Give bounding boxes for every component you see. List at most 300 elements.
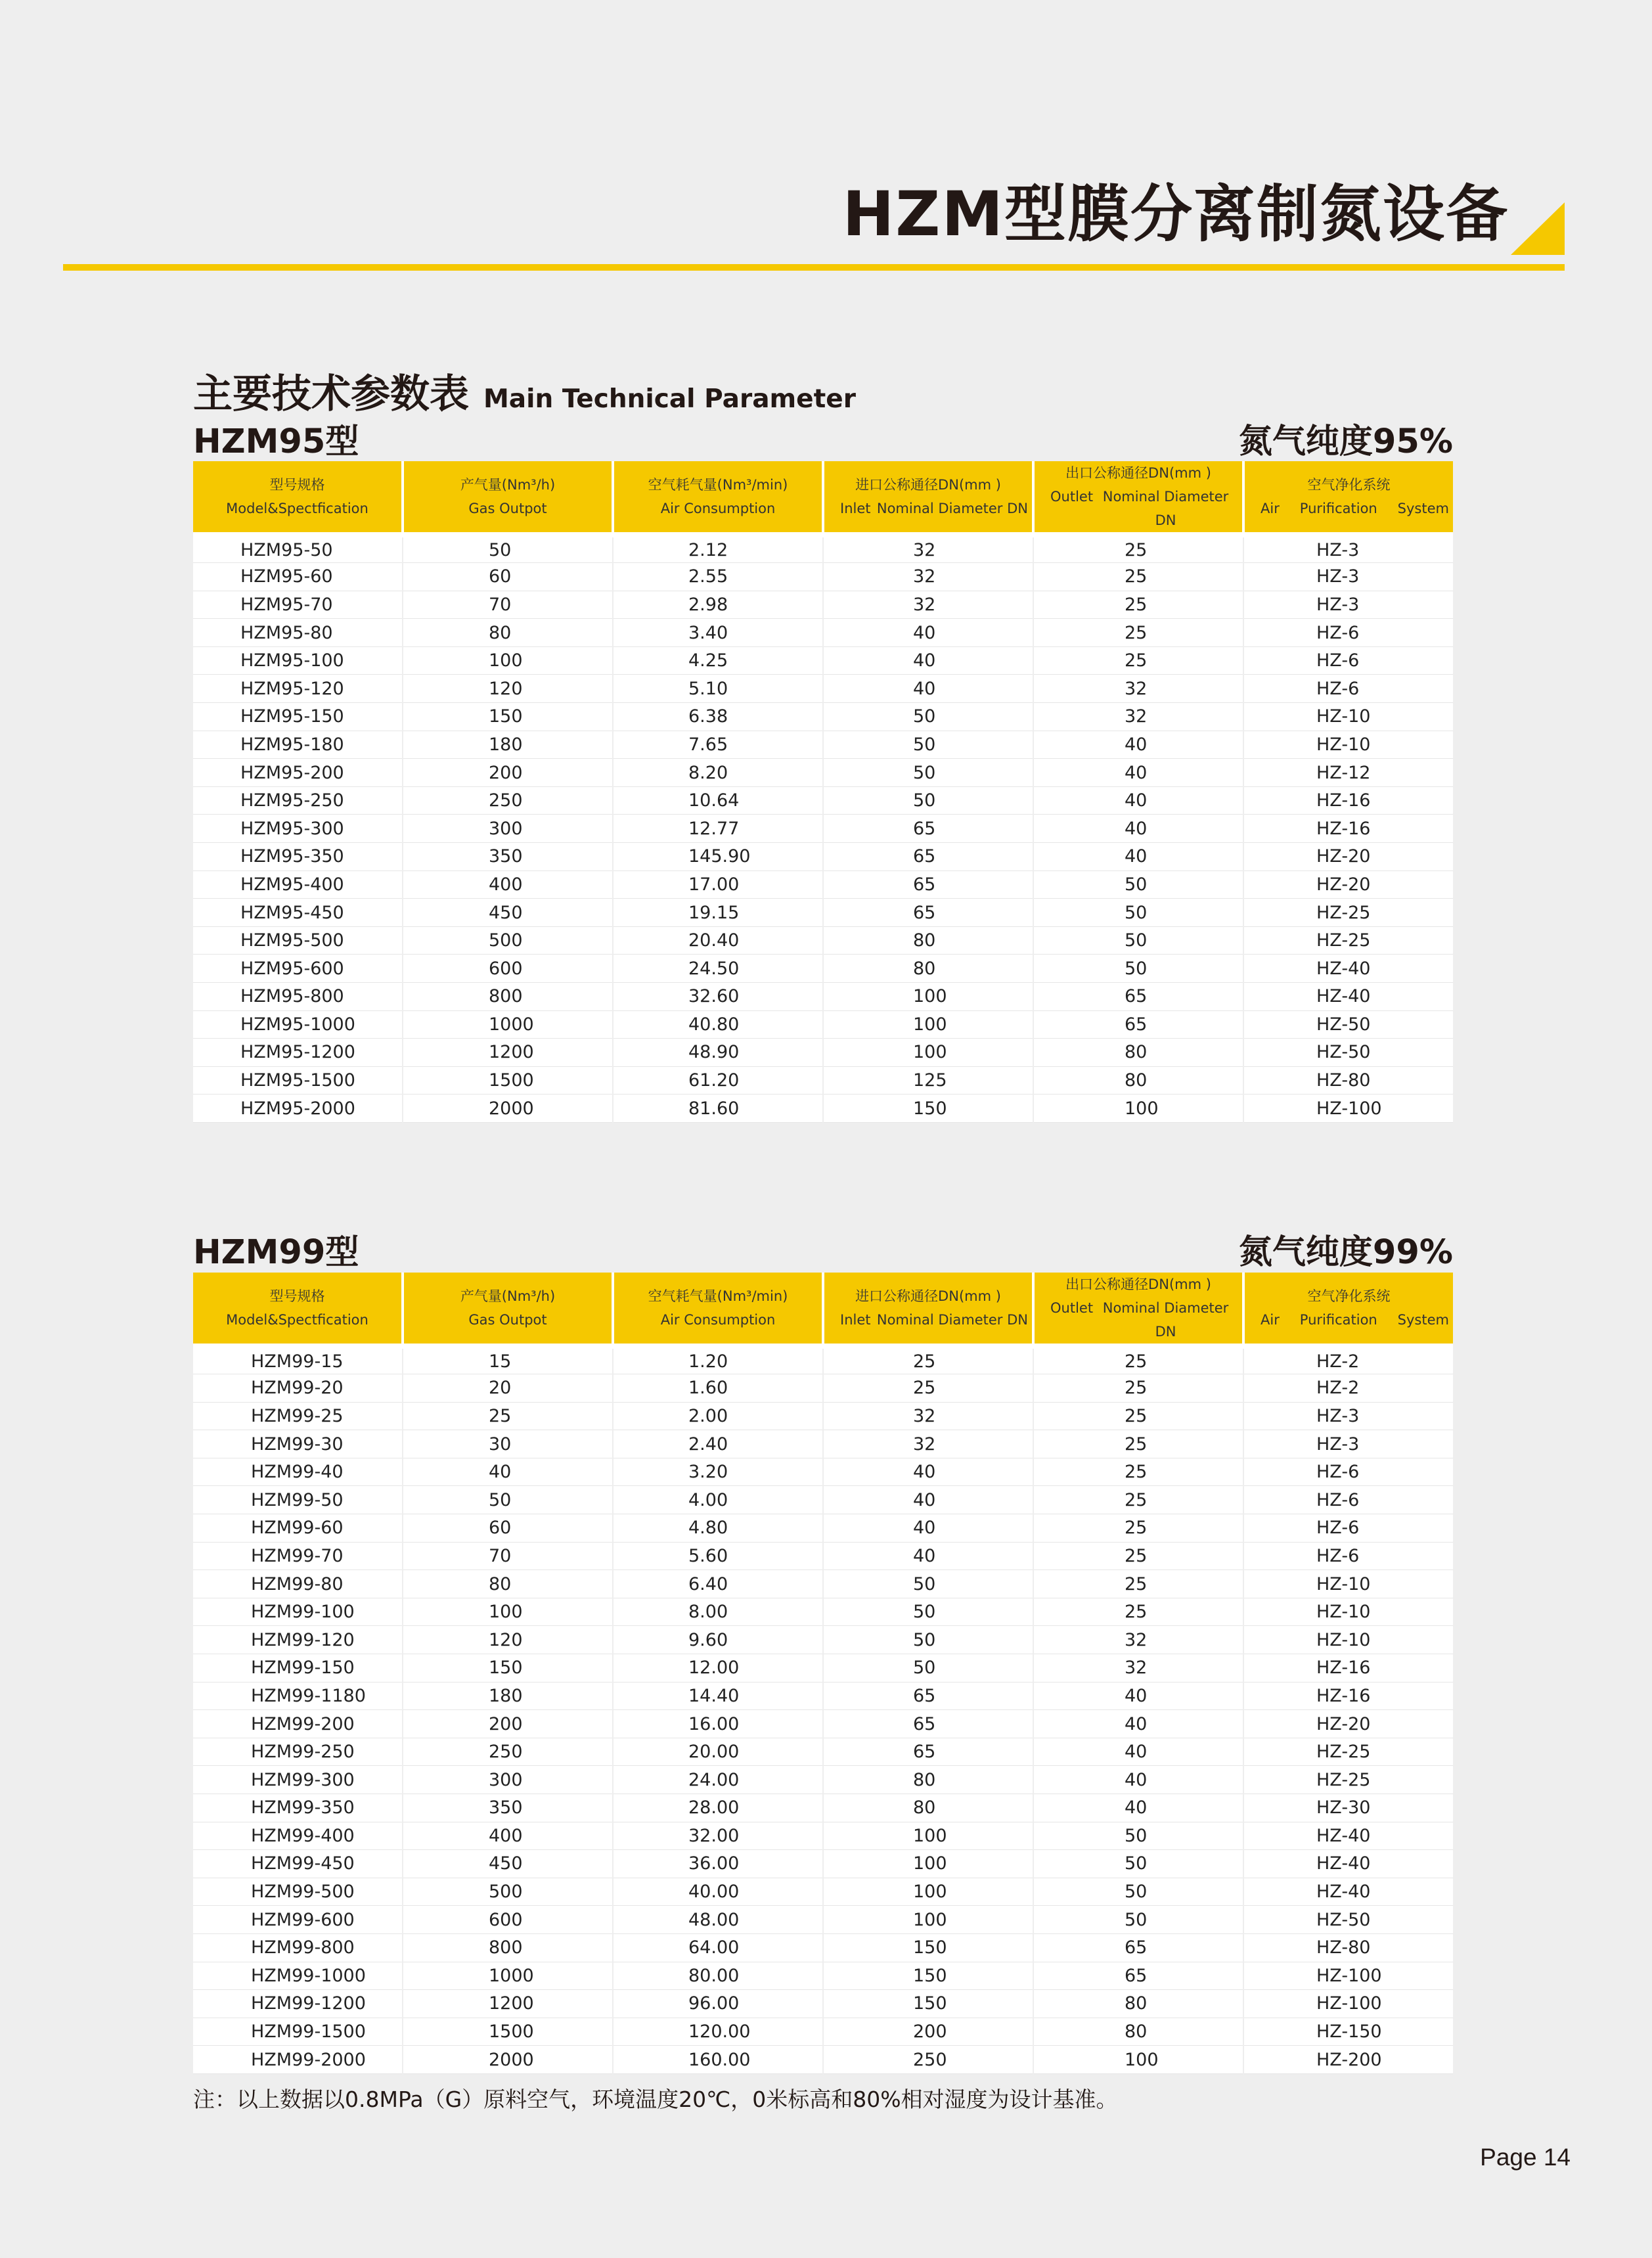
cell-purification-system: HZ-6 bbox=[1243, 1486, 1453, 1514]
cell-air-consumption: 32.60 bbox=[613, 983, 823, 1011]
cell-air-consumption: 16.00 bbox=[613, 1710, 823, 1738]
cell-air-consumption: 28.00 bbox=[613, 1794, 823, 1822]
table-row bbox=[193, 1514, 1453, 1543]
cell-gas-output: 800 bbox=[403, 983, 613, 1011]
corner-triangle-decoration bbox=[1511, 202, 1565, 255]
cell-inlet-dn: 32 bbox=[823, 1430, 1033, 1458]
table-row bbox=[193, 2046, 1453, 2074]
cell-air-consumption: 6.40 bbox=[613, 1570, 823, 1598]
col-header-model bbox=[193, 1273, 403, 1346]
cell-outlet-dn: 65 bbox=[1033, 1962, 1243, 1990]
cell-outlet-dn: 25 bbox=[1033, 535, 1243, 563]
cell-gas-output: 120 bbox=[403, 1626, 613, 1654]
cell-outlet-dn: 40 bbox=[1033, 1682, 1243, 1710]
cell-outlet-dn: 40 bbox=[1033, 759, 1243, 787]
title-underline bbox=[63, 264, 1565, 271]
cell-purification-system: HZ-10 bbox=[1243, 703, 1453, 731]
cell-inlet-dn: 40 bbox=[823, 619, 1033, 647]
table-row bbox=[193, 563, 1453, 591]
cell-purification-system: HZ-3 bbox=[1243, 563, 1453, 591]
cell-gas-output: 100 bbox=[403, 646, 613, 675]
cell-model: HZM99-400 bbox=[193, 1822, 403, 1850]
spec-table-hzm99 bbox=[193, 1273, 1453, 2074]
cell-inlet-dn: 150 bbox=[823, 1962, 1033, 1990]
cell-inlet-dn: 100 bbox=[823, 1039, 1033, 1067]
col-header-en-b: System bbox=[1397, 501, 1449, 516]
cell-air-consumption: 48.90 bbox=[613, 1039, 823, 1067]
cell-gas-output: 50 bbox=[403, 535, 613, 563]
cell-purification-system: HZ-40 bbox=[1243, 955, 1453, 983]
cell-outlet-dn: 25 bbox=[1033, 1598, 1243, 1626]
cell-outlet-dn: 25 bbox=[1033, 646, 1243, 675]
cell-outlet-dn: 25 bbox=[1033, 1458, 1243, 1486]
cell-air-consumption: 5.60 bbox=[613, 1542, 823, 1570]
page-title: HZM型膜分离制氮设备 bbox=[842, 179, 1509, 250]
section-heading bbox=[193, 363, 856, 419]
col-header-en: Air Consumption bbox=[660, 1312, 776, 1328]
cell-air-consumption: 20.40 bbox=[613, 926, 823, 955]
cell-outlet-dn: 50 bbox=[1033, 955, 1243, 983]
cell-air-consumption: 145.90 bbox=[613, 843, 823, 871]
cell-inlet-dn: 150 bbox=[823, 1095, 1033, 1123]
cell-gas-output: 2000 bbox=[403, 1095, 613, 1123]
table-row bbox=[193, 703, 1453, 731]
cell-inlet-dn: 50 bbox=[823, 731, 1033, 759]
cell-model: HZM95-150 bbox=[193, 703, 403, 731]
table-row bbox=[193, 1095, 1453, 1123]
cell-purification-system: HZ-10 bbox=[1243, 1626, 1453, 1654]
cell-gas-output: 400 bbox=[403, 1822, 613, 1850]
cell-gas-output: 450 bbox=[403, 1850, 613, 1878]
cell-air-consumption: 8.20 bbox=[613, 759, 823, 787]
cell-model: HZM99-250 bbox=[193, 1738, 403, 1766]
cell-model: HZM95-300 bbox=[193, 815, 403, 843]
section-title-en: Main Technical Parameter bbox=[483, 384, 856, 414]
spec-table-hzm95 bbox=[193, 461, 1453, 1123]
cell-inlet-dn: 50 bbox=[823, 759, 1033, 787]
cell-inlet-dn: 40 bbox=[823, 646, 1033, 675]
cell-gas-output: 600 bbox=[403, 1906, 613, 1934]
cell-gas-output: 350 bbox=[403, 1794, 613, 1822]
cell-model: HZM99-70 bbox=[193, 1542, 403, 1570]
table-row bbox=[193, 1402, 1453, 1430]
footnote: 注：以上数据以0.8MPa（G）原料空气，环境温度20℃，0米标高和80%相对湿度为设计基准。 bbox=[193, 2087, 1118, 2112]
cell-air-consumption: 96.00 bbox=[613, 1990, 823, 2018]
cell-purification-system: HZ-3 bbox=[1243, 1430, 1453, 1458]
cell-purification-system: HZ-150 bbox=[1243, 2018, 1453, 2046]
cell-gas-output: 50 bbox=[403, 1486, 613, 1514]
cell-purification-system: HZ-40 bbox=[1243, 1822, 1453, 1850]
cell-model: HZM99-20 bbox=[193, 1374, 403, 1403]
cell-model: HZM95-70 bbox=[193, 591, 403, 619]
cell-gas-output: 2000 bbox=[403, 2046, 613, 2074]
cell-purification-system: HZ-25 bbox=[1243, 1766, 1453, 1794]
cell-purification-system: HZ-6 bbox=[1243, 1458, 1453, 1486]
cell-outlet-dn: 40 bbox=[1033, 786, 1243, 815]
cell-inlet-dn: 50 bbox=[823, 786, 1033, 815]
table-row bbox=[193, 1654, 1453, 1682]
table-row bbox=[193, 870, 1453, 899]
cell-gas-output: 500 bbox=[403, 1878, 613, 1906]
cell-model: HZM95-800 bbox=[193, 983, 403, 1011]
cell-purification-system: HZ-40 bbox=[1243, 983, 1453, 1011]
cell-inlet-dn: 25 bbox=[823, 1346, 1033, 1374]
cell-model: HZM99-500 bbox=[193, 1878, 403, 1906]
cell-purification-system: HZ-20 bbox=[1243, 1710, 1453, 1738]
cell-air-consumption: 4.00 bbox=[613, 1486, 823, 1514]
table-row bbox=[193, 2018, 1453, 2046]
cell-model: HZM99-100 bbox=[193, 1598, 403, 1626]
table-row bbox=[193, 619, 1453, 647]
table-header-row bbox=[193, 1273, 1453, 1346]
cell-gas-output: 1200 bbox=[403, 1990, 613, 2018]
cell-inlet-dn: 65 bbox=[823, 899, 1033, 927]
cell-model: HZM95-450 bbox=[193, 899, 403, 927]
col-header-zh: 空气净化系统 bbox=[1307, 477, 1391, 493]
cell-gas-output: 70 bbox=[403, 1542, 613, 1570]
cell-outlet-dn: 25 bbox=[1033, 1514, 1243, 1543]
table-row bbox=[193, 1039, 1453, 1067]
cell-gas-output: 60 bbox=[403, 563, 613, 591]
table-row bbox=[193, 843, 1453, 871]
cell-inlet-dn: 40 bbox=[823, 1486, 1033, 1514]
col-header-air-consumption bbox=[613, 461, 823, 535]
col-header-zh: 产气量(Nm³/h) bbox=[460, 1288, 556, 1304]
col-header-en-a: Outlet bbox=[1050, 1300, 1094, 1316]
table-row bbox=[193, 1010, 1453, 1039]
cell-gas-output: 300 bbox=[403, 815, 613, 843]
col-header-en-mid: Purification bbox=[1299, 1312, 1377, 1328]
cell-gas-output: 350 bbox=[403, 843, 613, 871]
table-row bbox=[193, 1570, 1453, 1598]
cell-outlet-dn: 50 bbox=[1033, 926, 1243, 955]
cell-inlet-dn: 200 bbox=[823, 2018, 1033, 2046]
cell-inlet-dn: 50 bbox=[823, 1570, 1033, 1598]
cell-gas-output: 30 bbox=[403, 1430, 613, 1458]
cell-outlet-dn: 25 bbox=[1033, 1542, 1243, 1570]
cell-inlet-dn: 80 bbox=[823, 955, 1033, 983]
cell-model: HZM99-60 bbox=[193, 1514, 403, 1543]
col-header-outlet bbox=[1033, 461, 1243, 535]
table-row bbox=[193, 1933, 1453, 1962]
cell-outlet-dn: 50 bbox=[1033, 1906, 1243, 1934]
table-95-purity-label: 氮气纯度95% bbox=[1238, 422, 1453, 461]
table-row bbox=[193, 1710, 1453, 1738]
col-header-en-a: Air bbox=[1261, 501, 1280, 516]
table-row bbox=[193, 1794, 1453, 1822]
table-row bbox=[193, 1766, 1453, 1794]
table-95-model-label: HZM95型 bbox=[193, 422, 359, 461]
cell-model: HZM99-15 bbox=[193, 1346, 403, 1374]
cell-gas-output: 15 bbox=[403, 1346, 613, 1374]
cell-purification-system: HZ-100 bbox=[1243, 1095, 1453, 1123]
cell-purification-system: HZ-16 bbox=[1243, 1682, 1453, 1710]
col-header-en-a: Inlet bbox=[840, 1312, 871, 1328]
table-row bbox=[193, 675, 1453, 703]
cell-purification-system: HZ-6 bbox=[1243, 1514, 1453, 1543]
cell-outlet-dn: 65 bbox=[1033, 1933, 1243, 1962]
col-header-inlet bbox=[823, 461, 1033, 535]
col-header-en: Air Consumption bbox=[660, 501, 776, 516]
cell-purification-system: HZ-40 bbox=[1243, 1878, 1453, 1906]
table-header-row bbox=[193, 461, 1453, 535]
table-row bbox=[193, 1542, 1453, 1570]
col-header-zh: 产气量(Nm³/h) bbox=[460, 477, 556, 493]
cell-outlet-dn: 40 bbox=[1033, 1710, 1243, 1738]
cell-outlet-dn: 80 bbox=[1033, 1990, 1243, 2018]
cell-purification-system: HZ-20 bbox=[1243, 870, 1453, 899]
col-header-en-a: Outlet bbox=[1050, 489, 1094, 505]
cell-air-consumption: 12.00 bbox=[613, 1654, 823, 1682]
col-header-zh: 型号规格 bbox=[269, 1288, 325, 1304]
table-row bbox=[193, 1374, 1453, 1403]
table-row bbox=[193, 955, 1453, 983]
cell-model: HZM99-50 bbox=[193, 1486, 403, 1514]
cell-air-consumption: 80.00 bbox=[613, 1962, 823, 1990]
cell-air-consumption: 19.15 bbox=[613, 899, 823, 927]
cell-model: HZM95-2000 bbox=[193, 1095, 403, 1123]
cell-purification-system: HZ-80 bbox=[1243, 1933, 1453, 1962]
col-header-gas-output bbox=[403, 1273, 613, 1346]
table-row bbox=[193, 983, 1453, 1011]
cell-outlet-dn: 40 bbox=[1033, 731, 1243, 759]
cell-gas-output: 20 bbox=[403, 1374, 613, 1403]
table-row bbox=[193, 1962, 1453, 1990]
cell-purification-system: HZ-6 bbox=[1243, 646, 1453, 675]
cell-model: HZM99-120 bbox=[193, 1626, 403, 1654]
cell-model: HZM95-180 bbox=[193, 731, 403, 759]
cell-model: HZM99-2000 bbox=[193, 2046, 403, 2074]
cell-inlet-dn: 65 bbox=[823, 1738, 1033, 1766]
cell-outlet-dn: 100 bbox=[1033, 1095, 1243, 1123]
cell-air-consumption: 61.20 bbox=[613, 1066, 823, 1095]
cell-outlet-dn: 65 bbox=[1033, 1010, 1243, 1039]
cell-gas-output: 300 bbox=[403, 1766, 613, 1794]
cell-purification-system: HZ-10 bbox=[1243, 1598, 1453, 1626]
cell-gas-output: 150 bbox=[403, 703, 613, 731]
col-header-en-a: Inlet bbox=[840, 501, 871, 516]
table-row bbox=[193, 1990, 1453, 2018]
cell-inlet-dn: 100 bbox=[823, 1010, 1033, 1039]
cell-model: HZM95-100 bbox=[193, 646, 403, 675]
table-row bbox=[193, 591, 1453, 619]
cell-air-consumption: 64.00 bbox=[613, 1933, 823, 1962]
cell-gas-output: 40 bbox=[403, 1458, 613, 1486]
table-row bbox=[193, 1682, 1453, 1710]
cell-outlet-dn: 25 bbox=[1033, 1570, 1243, 1598]
cell-outlet-dn: 80 bbox=[1033, 2018, 1243, 2046]
col-header-zh: 型号规格 bbox=[269, 477, 325, 493]
col-header-en-b: Nominal Diameter DN bbox=[1102, 489, 1229, 528]
table-body bbox=[193, 535, 1453, 1122]
cell-outlet-dn: 80 bbox=[1033, 1039, 1243, 1067]
cell-model: HZM99-40 bbox=[193, 1458, 403, 1486]
cell-model: HZM95-500 bbox=[193, 926, 403, 955]
page-number: Page 14 bbox=[1480, 2144, 1571, 2171]
cell-outlet-dn: 25 bbox=[1033, 1346, 1243, 1374]
cell-inlet-dn: 100 bbox=[823, 1878, 1033, 1906]
cell-model: HZM99-450 bbox=[193, 1850, 403, 1878]
cell-air-consumption: 2.98 bbox=[613, 591, 823, 619]
cell-air-consumption: 4.25 bbox=[613, 646, 823, 675]
cell-air-consumption: 40.80 bbox=[613, 1010, 823, 1039]
col-header-zh: 出口公称通径DN(mm ) bbox=[1065, 465, 1211, 481]
cell-air-consumption: 4.80 bbox=[613, 1514, 823, 1543]
cell-model: HZM99-30 bbox=[193, 1430, 403, 1458]
cell-model: HZM99-80 bbox=[193, 1570, 403, 1598]
cell-gas-output: 800 bbox=[403, 1933, 613, 1962]
cell-air-consumption: 2.55 bbox=[613, 563, 823, 591]
cell-gas-output: 80 bbox=[403, 619, 613, 647]
col-header-en: Model&Spectfication bbox=[226, 501, 368, 516]
cell-model: HZM99-150 bbox=[193, 1654, 403, 1682]
cell-model: HZM95-200 bbox=[193, 759, 403, 787]
cell-gas-output: 180 bbox=[403, 731, 613, 759]
cell-inlet-dn: 80 bbox=[823, 926, 1033, 955]
cell-purification-system: HZ-6 bbox=[1243, 1542, 1453, 1570]
col-header-en-a: Air bbox=[1261, 1312, 1280, 1328]
cell-gas-output: 250 bbox=[403, 1738, 613, 1766]
cell-outlet-dn: 25 bbox=[1033, 1402, 1243, 1430]
cell-outlet-dn: 32 bbox=[1033, 1654, 1243, 1682]
cell-model: HZM99-300 bbox=[193, 1766, 403, 1794]
cell-purification-system: HZ-100 bbox=[1243, 1990, 1453, 2018]
cell-gas-output: 450 bbox=[403, 899, 613, 927]
cell-purification-system: HZ-40 bbox=[1243, 1850, 1453, 1878]
cell-air-consumption: 8.00 bbox=[613, 1598, 823, 1626]
cell-air-consumption: 48.00 bbox=[613, 1906, 823, 1934]
cell-gas-output: 600 bbox=[403, 955, 613, 983]
cell-model: HZM99-1000 bbox=[193, 1962, 403, 1990]
section-title-zh: 主要技术参数表 bbox=[193, 371, 469, 417]
table-row bbox=[193, 899, 1453, 927]
table-row bbox=[193, 535, 1453, 563]
cell-gas-output: 25 bbox=[403, 1402, 613, 1430]
cell-outlet-dn: 40 bbox=[1033, 843, 1243, 871]
cell-model: HZM99-1200 bbox=[193, 1990, 403, 2018]
table-row bbox=[193, 1822, 1453, 1850]
cell-air-consumption: 17.00 bbox=[613, 870, 823, 899]
cell-outlet-dn: 65 bbox=[1033, 983, 1243, 1011]
col-header-outlet bbox=[1033, 1273, 1243, 1346]
cell-inlet-dn: 65 bbox=[823, 815, 1033, 843]
col-header-en: Model&Spectfication bbox=[226, 1312, 368, 1328]
cell-air-consumption: 81.60 bbox=[613, 1095, 823, 1123]
cell-purification-system: HZ-25 bbox=[1243, 926, 1453, 955]
cell-air-consumption: 3.20 bbox=[613, 1458, 823, 1486]
cell-inlet-dn: 125 bbox=[823, 1066, 1033, 1095]
cell-model: HZM95-1000 bbox=[193, 1010, 403, 1039]
col-header-zh: 空气耗气量(Nm³/min) bbox=[648, 1288, 788, 1304]
cell-outlet-dn: 40 bbox=[1033, 1738, 1243, 1766]
cell-air-consumption: 120.00 bbox=[613, 2018, 823, 2046]
cell-model: HZM95-120 bbox=[193, 675, 403, 703]
table-row bbox=[193, 1346, 1453, 1374]
cell-purification-system: HZ-25 bbox=[1243, 1738, 1453, 1766]
cell-gas-output: 200 bbox=[403, 1710, 613, 1738]
cell-air-consumption: 12.77 bbox=[613, 815, 823, 843]
table-row bbox=[193, 926, 1453, 955]
col-header-zh: 空气净化系统 bbox=[1307, 1288, 1391, 1304]
table-row bbox=[193, 1486, 1453, 1514]
cell-outlet-dn: 50 bbox=[1033, 899, 1243, 927]
cell-air-consumption: 160.00 bbox=[613, 2046, 823, 2074]
cell-purification-system: HZ-16 bbox=[1243, 786, 1453, 815]
cell-model: HZM99-1500 bbox=[193, 2018, 403, 2046]
cell-purification-system: HZ-3 bbox=[1243, 591, 1453, 619]
cell-purification-system: HZ-30 bbox=[1243, 1794, 1453, 1822]
cell-inlet-dn: 50 bbox=[823, 1626, 1033, 1654]
cell-inlet-dn: 65 bbox=[823, 1710, 1033, 1738]
col-header-model bbox=[193, 461, 403, 535]
cell-purification-system: HZ-50 bbox=[1243, 1039, 1453, 1067]
cell-outlet-dn: 100 bbox=[1033, 2046, 1243, 2074]
cell-air-consumption: 1.60 bbox=[613, 1374, 823, 1403]
table-99-purity-label: 氮气纯度99% bbox=[1238, 1233, 1453, 1272]
cell-purification-system: HZ-16 bbox=[1243, 1654, 1453, 1682]
cell-inlet-dn: 50 bbox=[823, 1598, 1033, 1626]
table-row bbox=[193, 1458, 1453, 1486]
table-row bbox=[193, 1598, 1453, 1626]
col-header-en-b: Nominal Diameter DN bbox=[876, 1312, 1028, 1328]
cell-inlet-dn: 250 bbox=[823, 2046, 1033, 2074]
cell-inlet-dn: 150 bbox=[823, 1933, 1033, 1962]
cell-air-consumption: 2.00 bbox=[613, 1402, 823, 1430]
cell-air-consumption: 1.20 bbox=[613, 1346, 823, 1374]
cell-outlet-dn: 25 bbox=[1033, 563, 1243, 591]
table-body bbox=[193, 1346, 1453, 2073]
cell-model: HZM95-250 bbox=[193, 786, 403, 815]
cell-air-consumption: 36.00 bbox=[613, 1850, 823, 1878]
cell-gas-output: 1500 bbox=[403, 2018, 613, 2046]
cell-inlet-dn: 150 bbox=[823, 1990, 1033, 2018]
col-header-en-b: System bbox=[1397, 1312, 1449, 1328]
col-header-en-b: Nominal Diameter DN bbox=[1102, 1300, 1229, 1340]
cell-gas-output: 60 bbox=[403, 1514, 613, 1543]
cell-inlet-dn: 50 bbox=[823, 1654, 1033, 1682]
cell-gas-output: 1000 bbox=[403, 1010, 613, 1039]
col-header-zh: 进口公称通径DN(mm ) bbox=[855, 1288, 1001, 1304]
cell-inlet-dn: 40 bbox=[823, 1542, 1033, 1570]
cell-air-consumption: 9.60 bbox=[613, 1626, 823, 1654]
cell-outlet-dn: 50 bbox=[1033, 1822, 1243, 1850]
cell-outlet-dn: 40 bbox=[1033, 1766, 1243, 1794]
cell-purification-system: HZ-100 bbox=[1243, 1962, 1453, 1990]
table-row bbox=[193, 646, 1453, 675]
cell-inlet-dn: 100 bbox=[823, 983, 1033, 1011]
col-header-en: Gas Outpot bbox=[468, 501, 547, 516]
table-row bbox=[193, 786, 1453, 815]
cell-model: HZM95-350 bbox=[193, 843, 403, 871]
cell-air-consumption: 5.10 bbox=[613, 675, 823, 703]
col-header-en: Gas Outpot bbox=[468, 1312, 547, 1328]
cell-inlet-dn: 40 bbox=[823, 1514, 1033, 1543]
cell-air-consumption: 14.40 bbox=[613, 1682, 823, 1710]
cell-air-consumption: 40.00 bbox=[613, 1878, 823, 1906]
cell-purification-system: HZ-3 bbox=[1243, 535, 1453, 563]
cell-model: HZM95-60 bbox=[193, 563, 403, 591]
cell-purification-system: HZ-12 bbox=[1243, 759, 1453, 787]
table-row bbox=[193, 815, 1453, 843]
cell-outlet-dn: 25 bbox=[1033, 1374, 1243, 1403]
col-header-gas-output bbox=[403, 461, 613, 535]
col-header-purification bbox=[1243, 1273, 1453, 1346]
table-row bbox=[193, 759, 1453, 787]
cell-air-consumption: 6.38 bbox=[613, 703, 823, 731]
cell-gas-output: 1000 bbox=[403, 1962, 613, 1990]
cell-air-consumption: 2.12 bbox=[613, 535, 823, 563]
cell-air-consumption: 10.64 bbox=[613, 786, 823, 815]
